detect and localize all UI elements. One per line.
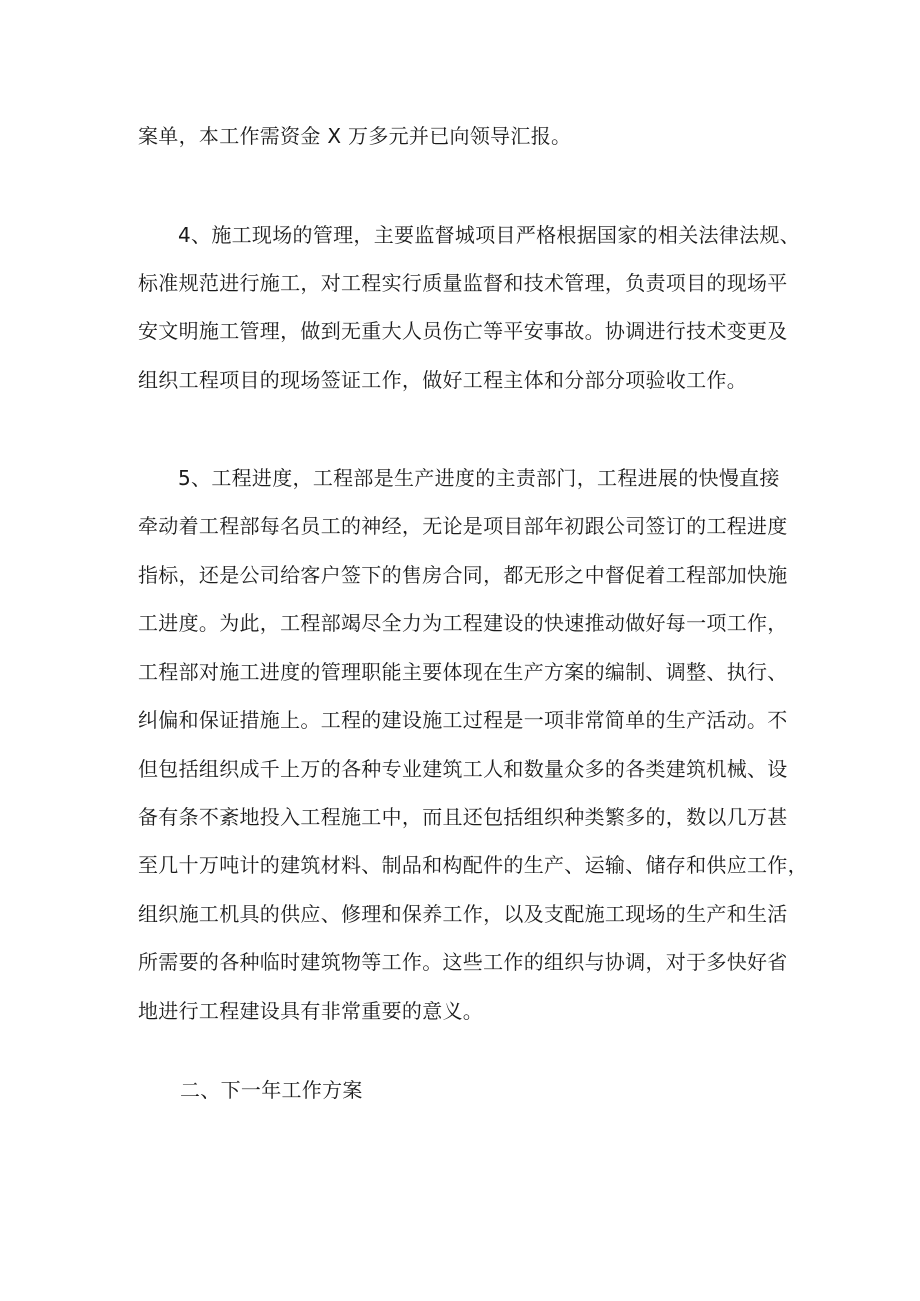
paragraph-5-line: 至几十万吨计的建筑材料、制品和构配件的生产、运输、储存和供应工作， [138,853,808,877]
paragraph-5-line: 但包括组织成千上万的各种专业建筑工人和数量众多的各类建筑机械、设 [138,757,788,781]
paragraph-top-line: 案单，本工作需资金 X 万多元并已向领导汇报。 [138,124,572,148]
paragraph-5-line: 所需要的各种临时建筑物等工作。这些工作的组织与协调，对于多快好省 [138,950,788,974]
paragraph-5-line: 备有条不紊地投入工程施工中，而且还包括组织种类繁多的，数以几万甚 [138,805,788,829]
paragraph-4-line: 组织工程项目的现场签证工作，做好工程主体和分部分项验收工作。 [138,368,747,392]
paragraph-5-line: 组织施工机具的供应、修理和保养工作，以及支配施工现场的生产和生活 [138,902,788,926]
section-heading: 二、下一年工作方案 [180,1078,363,1102]
paragraph-4-line: 安文明施工管理，做到无重大人员伤亡等平安事故。协调进行技术变更及 [138,319,788,343]
paragraph-5-line: 纠偏和保证措施上。工程的建设施工过程是一项非常简单的生产活动。不 [138,708,788,732]
paragraph-5-line: 地进行工程建设具有非常重要的意义。 [138,999,484,1023]
paragraph-5-line: 工程部对施工进度的管理职能主要体现在生产方案的编制、调整、执行、 [138,660,788,684]
paragraph-5-line: 牵动着工程部每名员工的神经，无论是项目部年初跟公司签订的工程进度 [138,514,788,538]
paragraph-4-line: 4、施工现场的管理，主要监督城项目严格根据国家的相关法律法规、 [178,223,801,247]
paragraph-5-line: 指标，还是公司给客户签下的售房合同，都无形之中督促着工程部加快施 [138,563,788,587]
paragraph-4-line: 标准规范进行施工，对工程实行质量监督和技术管理，负责项目的现场平 [138,271,788,295]
paragraph-5-line: 工进度。为此，工程部竭尽全力为工程建设的快速推动做好每一项工作， [138,611,788,635]
paragraph-5-line: 5、工程进度，工程部是生产进度的主责部门，工程进展的快慢直接 [178,466,780,490]
